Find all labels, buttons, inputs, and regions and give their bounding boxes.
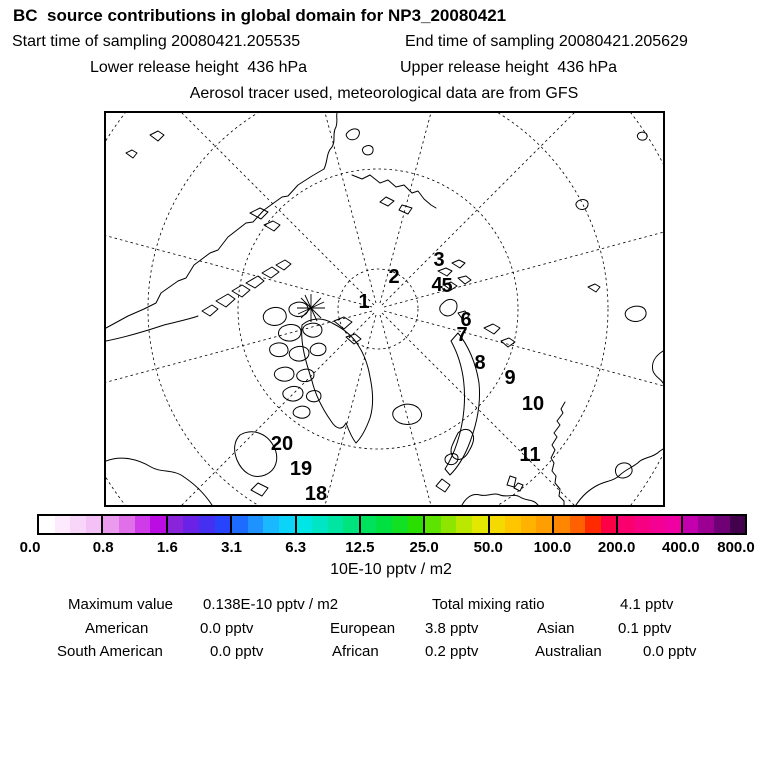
colorbar-cell — [312, 516, 328, 533]
trajectory-point-label: 11 — [519, 444, 541, 466]
colorbar-tick-labels — [0, 539, 768, 557]
colorbar-cell — [199, 516, 215, 533]
colorbar-tick-label: 100.0 — [533, 539, 572, 556]
colorbar-cell — [150, 516, 166, 533]
colorbar-tick-label: 0.8 — [92, 539, 114, 556]
trajectory-point-label: 3 — [433, 249, 445, 271]
colorbar-cell — [601, 516, 617, 533]
trajectory-point-label: 8 — [474, 352, 486, 374]
trajectory-point-label: 9 — [504, 367, 516, 389]
trajectory-point-label: 5 — [441, 275, 453, 297]
colorbar-cell — [408, 516, 424, 533]
colorbar-cell — [70, 516, 86, 533]
total-ratio-label: Total mixing ratio — [432, 596, 545, 613]
colorbar-cell — [263, 516, 279, 533]
max-value: 0.138E-10 pptv / m2 — [203, 596, 339, 613]
colorbar-tick-label: 3.1 — [221, 539, 242, 556]
colorbar-cell — [376, 516, 392, 533]
region-name-australian: Australian — [535, 643, 602, 660]
region-value-south-american: 0.0 pptv — [210, 643, 264, 660]
region-value-asian: 0.1 pptv — [618, 620, 672, 637]
colorbar-cell — [505, 516, 521, 533]
colorbar-cell — [552, 516, 570, 533]
colorbar-cell — [681, 516, 699, 533]
region-name-asian: Asian — [537, 620, 575, 637]
colorbar-cell — [521, 516, 537, 533]
colorbar-cell — [456, 516, 472, 533]
colorbar-cell — [665, 516, 681, 533]
colorbar-cell — [119, 516, 135, 533]
graticule — [106, 113, 663, 505]
colorbar-tick-label: 400.0 — [662, 539, 700, 556]
station-marker-asterisk-icon — [297, 294, 325, 322]
colorbar-cell — [616, 516, 634, 533]
max-value-label: Maximum value — [68, 596, 174, 613]
region-value-european: 3.8 pptv — [425, 620, 479, 637]
colorbar-cell — [585, 516, 601, 533]
colorbar-cell — [135, 516, 151, 533]
region-value-african: 0.2 pptv — [425, 643, 479, 660]
colorbar-cell — [295, 516, 313, 533]
start-time-label: Start time of sampling 20080421.205535 — [12, 33, 301, 50]
trajectory-point-label: 4 — [431, 274, 443, 296]
colorbar-cell — [392, 516, 408, 533]
polar-map — [106, 113, 663, 505]
coastlines — [106, 113, 663, 505]
colorbar-cell — [343, 516, 359, 533]
colorbar-tick-label: 12.5 — [345, 539, 375, 556]
colorbar-tick-label: 25.0 — [409, 539, 439, 556]
total-ratio-value: 4.1 pptv — [620, 596, 674, 613]
colorbar-cell — [183, 516, 199, 533]
colorbar-tick-label: 50.0 — [473, 539, 503, 556]
region-name-south-american: South American — [57, 643, 163, 660]
colorbar-tick-label: 800.0 — [717, 539, 755, 556]
tracer-note: Aerosol tracer used, meteorological data are from GFS — [189, 85, 579, 102]
figure-title: BC source contributions in global domain for NP3_20080421 — [13, 6, 507, 25]
trajectory-point-label: 7 — [456, 324, 468, 346]
trajectory-point-label: 19 — [289, 458, 313, 480]
colorbar-unit-label: 10E-10 pptv / m2 — [330, 561, 452, 578]
colorbar-cell — [39, 516, 55, 533]
colorbar-cell — [472, 516, 488, 533]
colorbar-cell — [698, 516, 714, 533]
colorbar-cell — [423, 516, 441, 533]
lower-release-height-label: Lower release height 436 hPa — [90, 59, 308, 76]
colorbar-cell — [488, 516, 506, 533]
upper-release-height-label: Upper release height 436 hPa — [400, 59, 618, 76]
region-name-african: African — [332, 643, 379, 660]
trajectory-point-label: 6 — [460, 309, 472, 331]
colorbar-tick-label: 200.0 — [597, 539, 636, 556]
colorbar-cell — [101, 516, 119, 533]
trajectory-point-label: 10 — [521, 393, 545, 415]
trajectory-point-label: 18 — [304, 483, 328, 505]
colorbar-cell — [730, 516, 746, 533]
colorbar-tick-label: 0.0 — [19, 539, 41, 556]
polar-map-frame — [104, 111, 665, 507]
colorbar-cell — [441, 516, 457, 533]
colorbar-cell — [650, 516, 666, 533]
region-name-european: European — [330, 620, 396, 637]
colorbar-cell — [166, 516, 184, 533]
colorbar-cell — [536, 516, 552, 533]
colorbar-cell — [359, 516, 377, 533]
colorbar-cell — [230, 516, 248, 533]
region-name-american: American — [85, 620, 149, 637]
colorbar-cell — [634, 516, 650, 533]
end-time-label: End time of sampling 20080421.205629 — [405, 33, 688, 50]
colorbar-cell — [328, 516, 344, 533]
trajectory-point-label: 1 — [358, 291, 370, 313]
trajectory-point-labels — [271, 249, 544, 505]
colorbar-cell — [279, 516, 295, 533]
colorbar-tick-label: 6.3 — [285, 539, 307, 556]
trajectory-point-label: 2 — [388, 266, 400, 288]
region-value-australian: 0.0 pptv — [643, 643, 697, 660]
colorbar — [37, 514, 747, 535]
colorbar-cell — [570, 516, 586, 533]
colorbar-cell — [714, 516, 730, 533]
colorbar-tick-label: 1.6 — [156, 539, 178, 556]
region-value-american: 0.0 pptv — [200, 620, 254, 637]
colorbar-cell — [86, 516, 102, 533]
colorbar-cell — [248, 516, 264, 533]
colorbar-cell — [215, 516, 231, 533]
colorbar-cell — [55, 516, 71, 533]
trajectory-point-label: 20 — [270, 433, 294, 455]
